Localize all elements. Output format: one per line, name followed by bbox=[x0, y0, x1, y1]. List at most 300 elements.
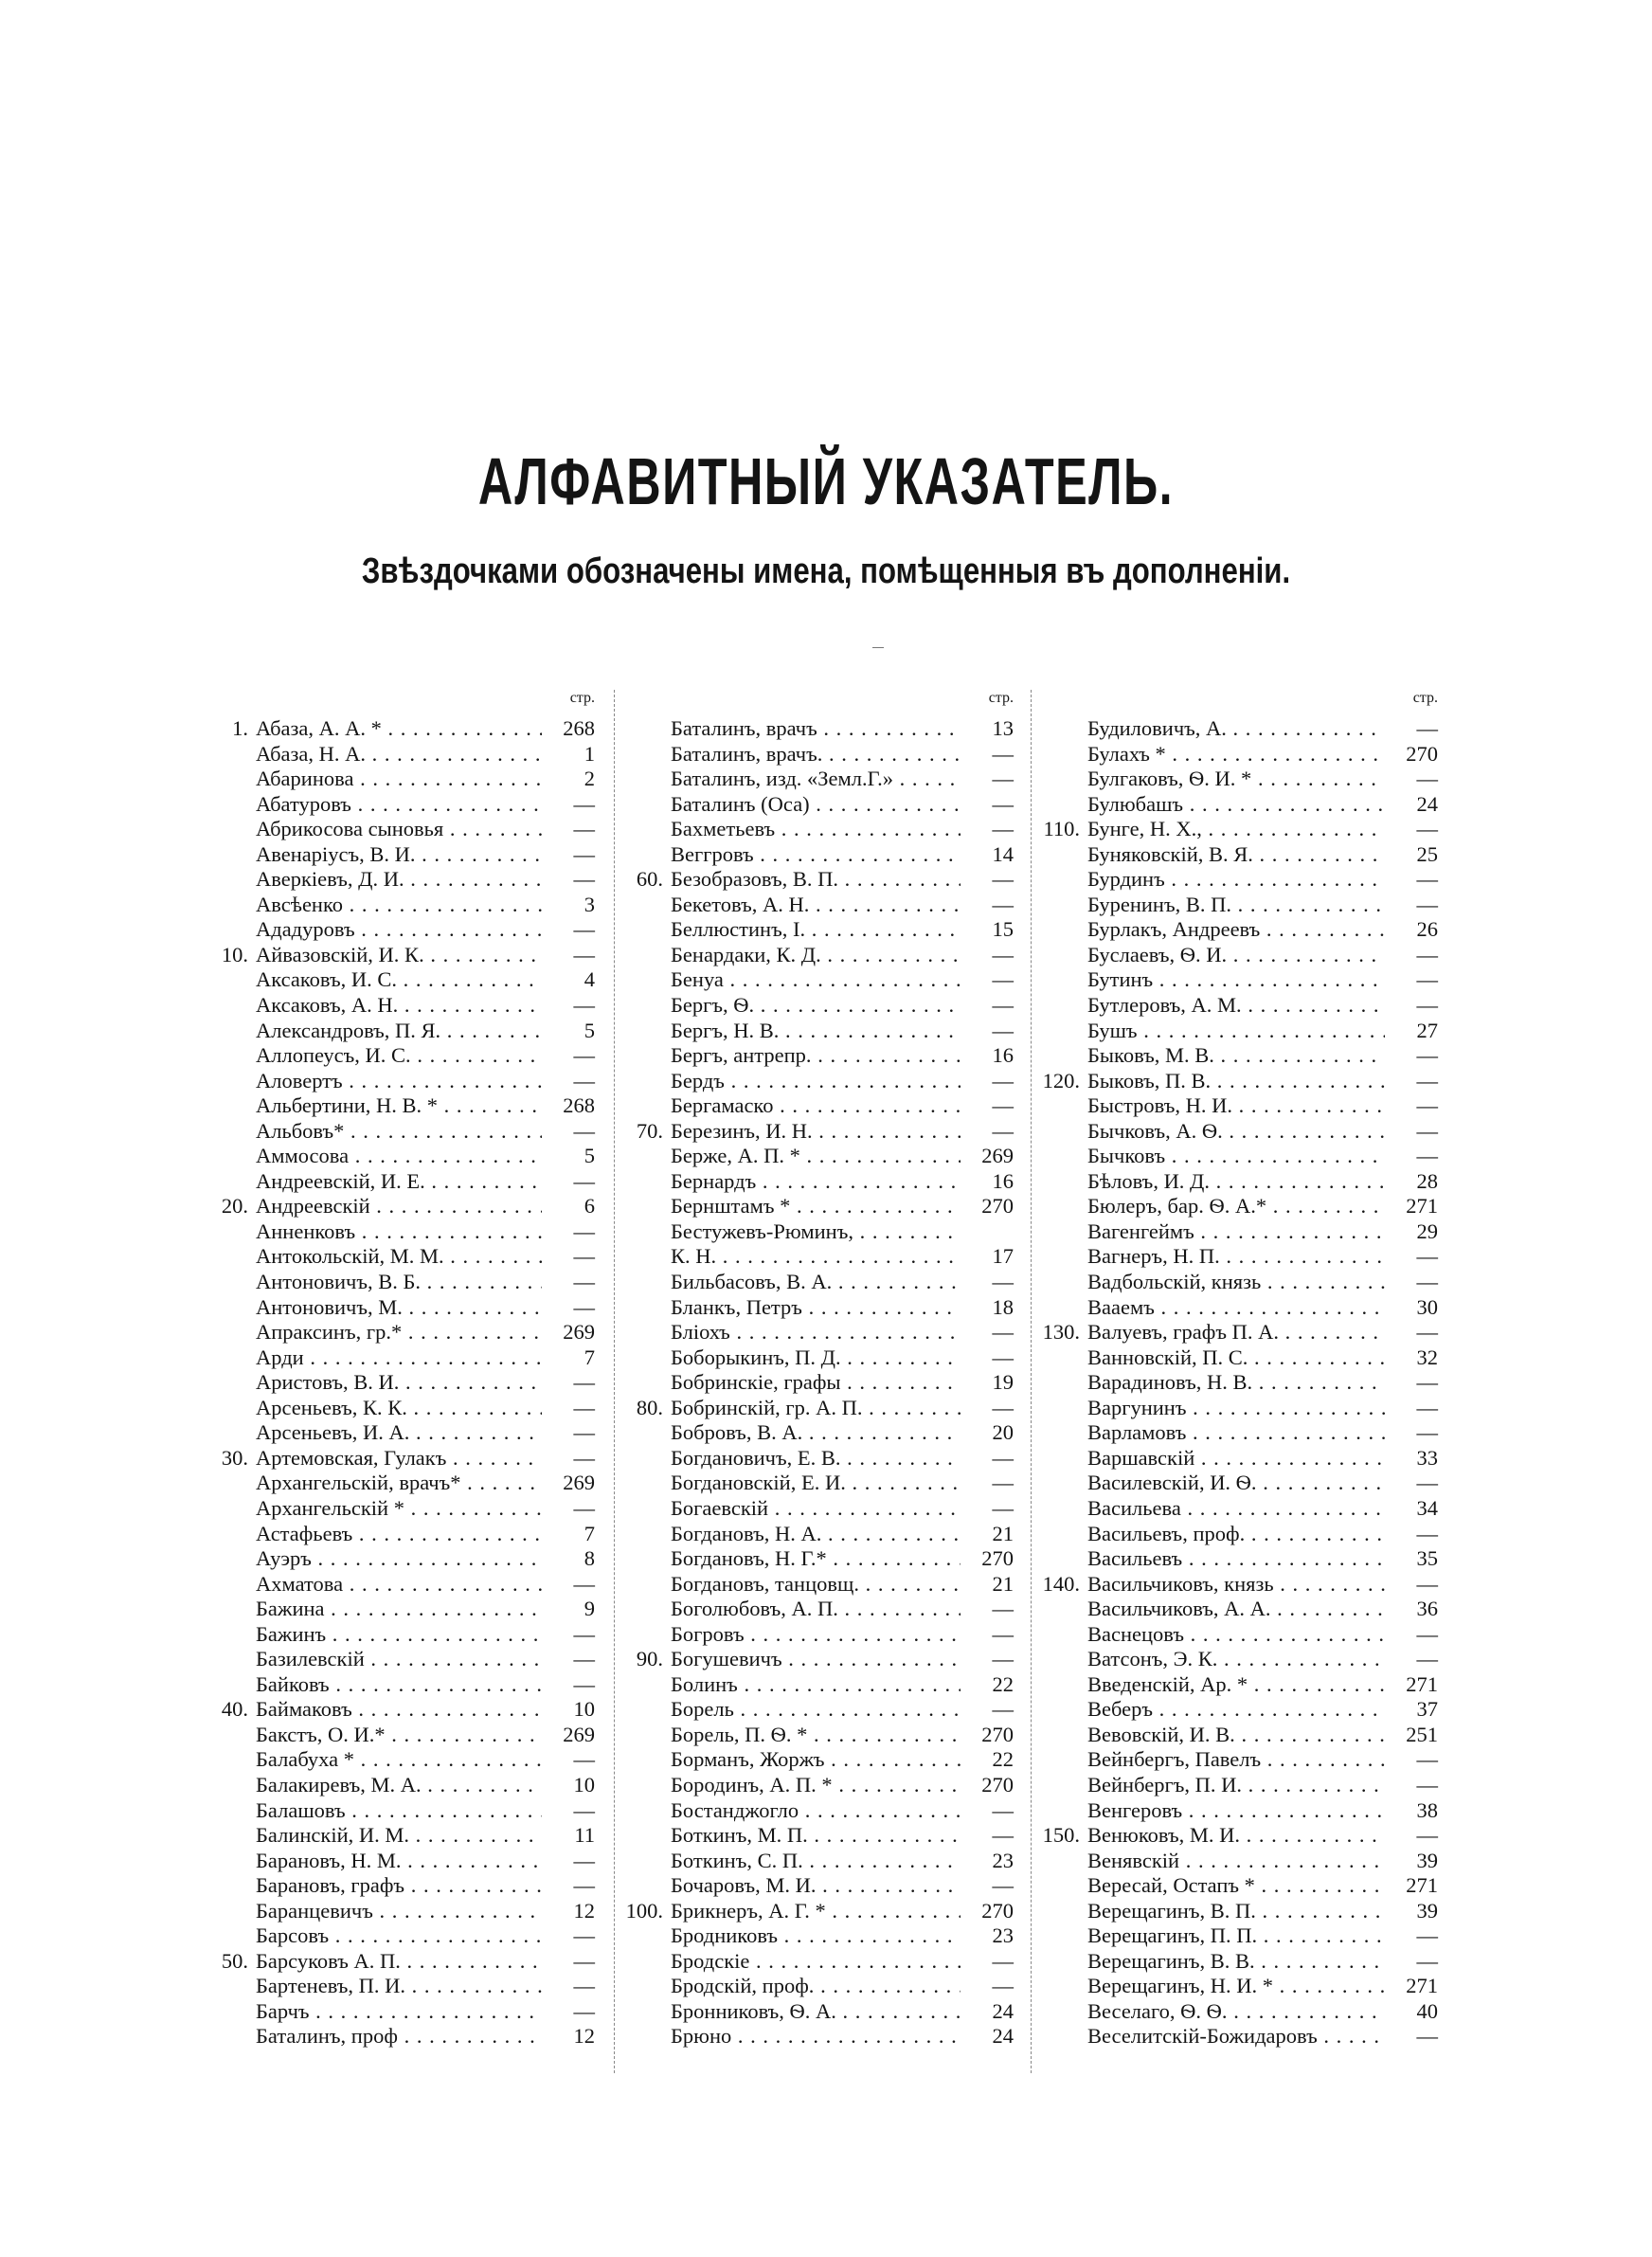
entry-name: Бартеневъ, П. И. . . . bbox=[256, 1974, 542, 1999]
entry-page: — bbox=[961, 767, 1014, 792]
entry-name: Апраксинъ, гр.* . . . bbox=[256, 1320, 542, 1345]
entry-name: Быковъ, М. В. . . . bbox=[1087, 1043, 1385, 1069]
entry-name: Бородинъ, А. П. * . . . bbox=[671, 1773, 961, 1798]
entry-page: — bbox=[542, 1370, 595, 1396]
entry-page: — bbox=[1385, 1622, 1438, 1648]
entry-name: Буслаевъ, Ѳ. И. . . . bbox=[1087, 943, 1385, 968]
index-entry bbox=[1042, 716, 1440, 742]
index-entry bbox=[210, 1295, 597, 1321]
entry-page: 8 bbox=[542, 1546, 595, 1572]
entry-name: Бурдинъ . . . bbox=[1087, 867, 1385, 893]
entry-page: 5 bbox=[542, 1019, 595, 1044]
index-entry bbox=[1042, 1019, 1440, 1044]
entry-page: — bbox=[1385, 1093, 1438, 1119]
index-entry bbox=[625, 1370, 1015, 1396]
index-entry bbox=[625, 1798, 1015, 1824]
entry-page: — bbox=[542, 1496, 595, 1522]
index-entry bbox=[210, 1923, 597, 1949]
entry-name: Быковъ, П. В. . . . bbox=[1087, 1069, 1385, 1094]
index-entry bbox=[625, 1873, 1015, 1899]
index-entry bbox=[1042, 1949, 1440, 1975]
index-entry bbox=[1042, 943, 1440, 968]
entry-page: 22 bbox=[961, 1747, 1014, 1773]
index-entry bbox=[625, 967, 1015, 993]
index-entry bbox=[625, 1320, 1015, 1345]
index-entry bbox=[625, 1244, 1015, 1270]
entry-name: Веселаго, Ѳ. Ѳ. . . . bbox=[1087, 1999, 1385, 2025]
entry-page: 21 bbox=[961, 1572, 1014, 1598]
entry-page: — bbox=[1385, 893, 1438, 918]
index-entry bbox=[625, 2024, 1015, 2049]
entry-page: — bbox=[961, 1823, 1014, 1849]
index-entry bbox=[625, 1194, 1015, 1219]
entry-page: 270 bbox=[961, 1194, 1014, 1219]
entry-name: Бильбасовъ, В. А. . . . bbox=[671, 1270, 961, 1295]
entry-page: 16 bbox=[961, 1043, 1014, 1069]
entry-name: Введенскій, Ар. * . . . bbox=[1087, 1672, 1385, 1698]
entry-page: — bbox=[961, 1471, 1014, 1496]
entry-page: — bbox=[961, 1396, 1014, 1421]
entry-name: Вааемъ . . . bbox=[1087, 1295, 1385, 1321]
entry-page: 269 bbox=[542, 1471, 595, 1496]
entry-name: Барсуковъ А. П. . . . bbox=[256, 1949, 542, 1975]
entry-page: 270 bbox=[961, 1773, 1014, 1798]
entry-page: — bbox=[961, 742, 1014, 767]
entry-name: Богушевичъ . . . bbox=[671, 1647, 961, 1672]
index-column-3 bbox=[1042, 690, 1440, 2049]
entry-name: Балинскій, И. М. . . . bbox=[256, 1823, 542, 1849]
entry-name: Бергамаско . . . bbox=[671, 1093, 961, 1119]
entry-name: Веберъ . . . bbox=[1087, 1697, 1385, 1723]
entry-number: 70. bbox=[636, 1118, 663, 1143]
entry-name: Абатуровъ . . . bbox=[256, 792, 542, 818]
entry-name: Аксаковъ, А. Н. . . . bbox=[256, 993, 542, 1019]
entry-page: 35 bbox=[1385, 1546, 1438, 1572]
entry-name: Болинъ . . . bbox=[671, 1672, 961, 1698]
index-entry bbox=[1042, 967, 1440, 993]
index-entry bbox=[210, 867, 597, 893]
entry-name: Бутлеровъ, А. М. . . . bbox=[1087, 993, 1385, 1019]
entry-name: Абаза, А. А. * . . . bbox=[256, 716, 542, 742]
entry-name: Антоновичъ, В. Б. . . . bbox=[256, 1270, 542, 1295]
entry-page: — bbox=[961, 1320, 1014, 1345]
entry-name: Вагнеръ, Н. П. . . . bbox=[1087, 1244, 1385, 1270]
entry-page: 28 bbox=[1385, 1169, 1438, 1195]
entry-name: Арсеньевъ, К. К. . . . bbox=[256, 1396, 542, 1421]
entry-page: 271 bbox=[1385, 1194, 1438, 1219]
entry-page: — bbox=[961, 792, 1014, 818]
entry-page: 269 bbox=[542, 1320, 595, 1345]
entry-name: Арди . . . bbox=[256, 1345, 542, 1371]
entry-page: 271 bbox=[1385, 1974, 1438, 1999]
entry-page: — bbox=[1385, 967, 1438, 993]
entry-page: — bbox=[961, 967, 1014, 993]
entry-name: Бердъ . . . bbox=[671, 1069, 961, 1094]
entry-page: — bbox=[961, 1974, 1014, 1999]
entry-page: — bbox=[1385, 716, 1438, 742]
index-entry bbox=[210, 1144, 597, 1169]
index-entry bbox=[210, 1697, 597, 1723]
index-entry bbox=[210, 1471, 597, 1496]
entry-name: Бернардъ . . . bbox=[671, 1169, 961, 1195]
entry-page: — bbox=[542, 1270, 595, 1295]
index-entry bbox=[1042, 1370, 1440, 1396]
index-entry bbox=[1042, 1345, 1440, 1371]
entry-name: Архангельскій, врачъ* . . . bbox=[256, 1471, 542, 1496]
entry-page: — bbox=[542, 1949, 595, 1975]
index-entry bbox=[625, 1849, 1015, 1874]
entry-page: — bbox=[542, 1974, 595, 1999]
entry-name: Базилевскій . . . bbox=[256, 1647, 542, 1672]
index-entry bbox=[625, 742, 1015, 767]
entry-page: 12 bbox=[542, 1899, 595, 1924]
entry-name: Бекетовъ, А. Н. . . . bbox=[671, 893, 961, 918]
index-entry bbox=[1042, 1773, 1440, 1798]
entry-name: Булахъ * . . . bbox=[1087, 742, 1385, 767]
entry-name: Абрикосова сыновья . . . bbox=[256, 817, 542, 842]
index-entry bbox=[210, 1647, 597, 1672]
entry-name: Вевовскій, И. В. . . . bbox=[1087, 1723, 1385, 1748]
entry-name: Бюлеръ, бар. Ѳ. А.* . . . bbox=[1087, 1194, 1385, 1219]
index-entry bbox=[210, 1069, 597, 1094]
entry-name: Альбертини, Н. В. * . . . bbox=[256, 1093, 542, 1119]
entry-page: — bbox=[961, 1270, 1014, 1295]
entry-page: — bbox=[1385, 817, 1438, 842]
entry-page: — bbox=[1385, 1949, 1438, 1975]
entry-page: — bbox=[961, 1496, 1014, 1522]
entry-number: 40. bbox=[221, 1697, 248, 1722]
index-entry bbox=[625, 817, 1015, 842]
index-entry bbox=[1042, 1169, 1440, 1195]
entry-page: 6 bbox=[542, 1194, 595, 1219]
index-entry bbox=[1042, 1144, 1440, 1169]
entry-name: Богдановъ, Н. Г.* . . . bbox=[671, 1546, 961, 1572]
entry-name: Богдановскій, Е. И. . . . bbox=[671, 1471, 961, 1496]
index-column-2 bbox=[625, 690, 1015, 2049]
entry-name: Богдановъ, Н. А. . . . bbox=[671, 1522, 961, 1547]
entry-name: Бахметьевъ . . . bbox=[671, 817, 961, 842]
entry-page: — bbox=[1385, 1522, 1438, 1547]
entry-name: Аристовъ, В. И. . . . bbox=[256, 1370, 542, 1396]
index-entry bbox=[625, 1420, 1015, 1446]
index-entry bbox=[1042, 1923, 1440, 1949]
entry-name: Булгаковъ, Ѳ. И. * . . . bbox=[1087, 767, 1385, 792]
entry-page: 251 bbox=[1385, 1723, 1438, 1748]
index-entry bbox=[210, 1093, 597, 1119]
index-entry bbox=[625, 1471, 1015, 1496]
index-entry bbox=[1042, 1295, 1440, 1321]
entry-page: 5 bbox=[542, 1144, 595, 1169]
entry-page: 11 bbox=[542, 1823, 595, 1849]
entry-name: Барсовъ . . . bbox=[256, 1923, 542, 1949]
entry-name: Верещагинъ, Н. И. * . . . bbox=[1087, 1974, 1385, 1999]
entry-page: — bbox=[542, 1244, 595, 1270]
entry-page: 25 bbox=[1385, 842, 1438, 868]
entry-page: 39 bbox=[1385, 1899, 1438, 1924]
entry-page: 19 bbox=[961, 1370, 1014, 1396]
index-entry bbox=[625, 1043, 1015, 1069]
entry-name: Бродниковъ . . . bbox=[671, 1923, 961, 1949]
index-entry bbox=[625, 1546, 1015, 1572]
entry-name: Бунге, Н. Х., . . . bbox=[1087, 817, 1385, 842]
entry-page: — bbox=[1385, 1144, 1438, 1169]
entry-page: 271 bbox=[1385, 1873, 1438, 1899]
entry-number: 150. bbox=[1042, 1823, 1080, 1848]
entry-page: 12 bbox=[542, 2024, 595, 2049]
index-entry bbox=[210, 1572, 597, 1598]
entry-page: 33 bbox=[1385, 1446, 1438, 1472]
index-entry bbox=[1042, 1496, 1440, 1522]
entry-name: Верещагинъ, В. В. . . . bbox=[1087, 1949, 1385, 1975]
entry-name: Андреевскій, И. Е. . . . bbox=[256, 1169, 542, 1195]
entry-name: Астафьевъ . . . bbox=[256, 1522, 542, 1547]
index-entry bbox=[1042, 893, 1440, 918]
entry-name: Бергъ, антрепр. . . . bbox=[671, 1043, 961, 1069]
entry-name: Варгунинъ . . . bbox=[1087, 1396, 1385, 1421]
index-entry bbox=[1042, 1647, 1440, 1672]
entry-page: 270 bbox=[1385, 742, 1438, 767]
entry-page: 14 bbox=[961, 842, 1014, 868]
entry-page: — bbox=[542, 1069, 595, 1094]
entry-name: Барановъ, Н. М. . . . bbox=[256, 1849, 542, 1874]
entry-page: — bbox=[1385, 767, 1438, 792]
index-entry bbox=[210, 1370, 597, 1396]
entry-page: — bbox=[542, 917, 595, 943]
index-entry bbox=[625, 1723, 1015, 1748]
entry-page: 20 bbox=[961, 1420, 1014, 1446]
entry-name: Бліохъ . . . bbox=[671, 1320, 961, 1345]
entry-page: — bbox=[1385, 1647, 1438, 1672]
entry-name: Аловертъ . . . bbox=[256, 1069, 542, 1094]
entry-name: Балашовъ . . . bbox=[256, 1798, 542, 1824]
entry-page: — bbox=[542, 1923, 595, 1949]
entry-name: Баталинъ (Оса) . . . bbox=[671, 792, 961, 818]
index-entry bbox=[1042, 1798, 1440, 1824]
entry-page: 13 bbox=[961, 716, 1014, 742]
entry-name: Айвазовскій, И. К. . . . bbox=[256, 943, 542, 968]
entry-name: Васильчиковъ, А. А. . . . bbox=[1087, 1597, 1385, 1622]
entry-page: — bbox=[542, 1169, 595, 1195]
index-entry bbox=[210, 1345, 597, 1371]
entry-name: Аверкіевъ, Д. И. . . . bbox=[256, 867, 542, 893]
entry-name: Антоновичъ, М. . . . bbox=[256, 1295, 542, 1321]
entry-page: 15 bbox=[961, 917, 1014, 943]
entry-name: Бажина . . . bbox=[256, 1597, 542, 1622]
entry-name: Васильевъ . . . bbox=[1087, 1546, 1385, 1572]
entry-name: Ватсонъ, Э. К. . . . bbox=[1087, 1647, 1385, 1672]
entry-number: 110. bbox=[1043, 817, 1080, 841]
entry-name: Абаринова . . . bbox=[256, 767, 542, 792]
index-entry bbox=[1042, 767, 1440, 792]
entry-page: — bbox=[1385, 1572, 1438, 1598]
entry-page: — bbox=[542, 1849, 595, 1874]
entry-number: 50. bbox=[221, 1948, 248, 1973]
index-entry bbox=[210, 716, 597, 742]
index-column-1 bbox=[210, 690, 597, 2049]
entry-page: 38 bbox=[1385, 1798, 1438, 1824]
entry-name: Бобровъ, В. А. . . . bbox=[671, 1420, 961, 1446]
entry-page: 7 bbox=[542, 1345, 595, 1371]
entry-page: 4 bbox=[542, 967, 595, 993]
index-entry bbox=[625, 1923, 1015, 1949]
entry-number: 10. bbox=[221, 942, 248, 966]
index-entry bbox=[625, 1622, 1015, 1648]
index-entry bbox=[625, 1522, 1015, 1547]
index-entry bbox=[210, 1999, 597, 2025]
entry-page: — bbox=[542, 993, 595, 1019]
entry-page: 36 bbox=[1385, 1597, 1438, 1622]
index-entry bbox=[210, 1522, 597, 1547]
index-entry bbox=[210, 1446, 597, 1472]
entry-name: Варшавскій . . . bbox=[1087, 1446, 1385, 1472]
entry-page: 270 bbox=[961, 1723, 1014, 1748]
entry-name: Верещагинъ, В. П. . . . bbox=[1087, 1899, 1385, 1924]
entry-page: — bbox=[961, 1873, 1014, 1899]
entry-page: — bbox=[961, 867, 1014, 893]
entry-name: Аммосова . . . bbox=[256, 1144, 542, 1169]
entry-name: Ахматова . . . bbox=[256, 1572, 542, 1598]
entry-page: 22 bbox=[961, 1672, 1014, 1698]
entry-name: К. Н. . . . bbox=[671, 1244, 961, 1270]
entry-page: — bbox=[1385, 1069, 1438, 1094]
index-entry bbox=[625, 1446, 1015, 1472]
entry-page: 29 bbox=[1385, 1219, 1438, 1245]
entry-name: Вейнбергъ, П. И. . . . bbox=[1087, 1773, 1385, 1798]
index-entry bbox=[210, 1723, 597, 1748]
entry-page: — bbox=[1385, 1420, 1438, 1446]
entry-page: — bbox=[1385, 1270, 1438, 1295]
entry-page: 24 bbox=[1385, 792, 1438, 818]
entry-page: 39 bbox=[1385, 1849, 1438, 1874]
entry-page: — bbox=[961, 1345, 1014, 1371]
entry-page: — bbox=[961, 1119, 1014, 1145]
entry-name: Брюно . . . bbox=[671, 2024, 961, 2049]
entry-page: 10 bbox=[542, 1697, 595, 1723]
index-entry bbox=[1042, 1974, 1440, 1999]
entry-name: Быстровъ, Н. И. . . . bbox=[1087, 1093, 1385, 1119]
index-entry bbox=[625, 1647, 1015, 1672]
entry-page: 23 bbox=[961, 1923, 1014, 1949]
index-entry bbox=[210, 1119, 597, 1145]
index-entry bbox=[1042, 1849, 1440, 1874]
entry-name: Бобринскій, гр. А. П. . . . bbox=[671, 1396, 961, 1421]
entry-page: — bbox=[961, 993, 1014, 1019]
page-title: АЛФАВИТНЫЙ УКАЗАТЕЛЬ. bbox=[477, 444, 1175, 518]
entry-name: Абаза, Н. А. . . . bbox=[256, 742, 542, 767]
entry-name: Бушъ . . . bbox=[1087, 1019, 1385, 1044]
entry-name: Бродскіе . . . bbox=[671, 1949, 961, 1975]
entry-page: — bbox=[542, 943, 595, 968]
index-entry bbox=[1042, 1069, 1440, 1094]
entry-page: 32 bbox=[1385, 1345, 1438, 1371]
page-column-header: стр. bbox=[569, 690, 595, 706]
entry-page: — bbox=[542, 1647, 595, 1672]
index-entry bbox=[210, 1420, 597, 1446]
entry-name: Булюбашъ . . . bbox=[1087, 792, 1385, 818]
entry-name: Барчъ . . . bbox=[256, 1999, 542, 2025]
entry-number: 130. bbox=[1042, 1320, 1080, 1345]
entry-name: Вадбольскій, князь . . . bbox=[1087, 1270, 1385, 1295]
index-entry bbox=[210, 1396, 597, 1421]
entry-name: Бобринскіе, графы . . . bbox=[671, 1370, 961, 1396]
index-entry bbox=[625, 867, 1015, 893]
entry-name: Березинъ, И. Н. . . . bbox=[671, 1119, 961, 1145]
entry-name: Боголюбовъ, А. П. . . . bbox=[671, 1597, 961, 1622]
entry-page: — bbox=[1385, 1773, 1438, 1798]
index-entry bbox=[625, 1496, 1015, 1522]
index-entry bbox=[625, 1069, 1015, 1094]
entry-name: Бергъ, Ѳ. . . . bbox=[671, 993, 961, 1019]
entry-name: Ванновскій, П. С. . . . bbox=[1087, 1345, 1385, 1371]
entry-page: 26 bbox=[1385, 917, 1438, 943]
entry-name: Авсѣенко . . . bbox=[256, 893, 542, 918]
entry-page: — bbox=[542, 1420, 595, 1446]
index-entry bbox=[625, 1949, 1015, 1975]
index-entry bbox=[210, 1270, 597, 1295]
entry-name: Бродскій, проф. . . . bbox=[671, 1974, 961, 1999]
entry-page: — bbox=[961, 893, 1014, 918]
index-entry bbox=[625, 1823, 1015, 1849]
index-entry bbox=[210, 943, 597, 968]
index-entry bbox=[1042, 1597, 1440, 1622]
entry-page: 270 bbox=[961, 1546, 1014, 1572]
entry-page: — bbox=[961, 817, 1014, 842]
entry-page: — bbox=[542, 842, 595, 868]
index-entry bbox=[1042, 1572, 1440, 1598]
entry-name: Васильчиковъ, князь . . . bbox=[1087, 1572, 1385, 1598]
index-entry bbox=[1042, 1672, 1440, 1698]
entry-name: Балабуха * . . . bbox=[256, 1747, 542, 1773]
index-entry bbox=[210, 1899, 597, 1924]
entry-page: 268 bbox=[542, 716, 595, 742]
entry-page: — bbox=[961, 1949, 1014, 1975]
entry-name: Байковъ . . . bbox=[256, 1672, 542, 1698]
entry-name: Боборыкинъ, П. Д. . . . bbox=[671, 1345, 961, 1371]
index-entry bbox=[1042, 742, 1440, 767]
entry-name: Будиловичъ, А. . . . bbox=[1087, 716, 1385, 742]
entry-name: Берже, А. П. * . . . bbox=[671, 1144, 961, 1169]
index-entry bbox=[1042, 1723, 1440, 1748]
index-entry bbox=[625, 1396, 1015, 1421]
entry-name: Аллопеусъ, И. С. . . . bbox=[256, 1043, 542, 1069]
entry-name: Богдановъ, танцовщ. . . . bbox=[671, 1572, 961, 1598]
entry-page: — bbox=[961, 1798, 1014, 1824]
entry-page: 269 bbox=[542, 1723, 595, 1748]
entry-page: — bbox=[542, 1119, 595, 1145]
index-entry bbox=[210, 1849, 597, 1874]
page-column-header: стр. bbox=[1412, 690, 1438, 706]
entry-page: 1 bbox=[542, 742, 595, 767]
index-entry bbox=[210, 842, 597, 868]
entry-page: 40 bbox=[1385, 1999, 1438, 2025]
entry-name: Анненковъ . . . bbox=[256, 1219, 542, 1245]
index-entry bbox=[1042, 1747, 1440, 1773]
entry-page: — bbox=[542, 1446, 595, 1472]
entry-name: Боткинъ, М. П. . . . bbox=[671, 1823, 961, 1849]
entry-name: Аксаковъ, И. С. . . . bbox=[256, 967, 542, 993]
index-entry bbox=[1042, 1471, 1440, 1496]
index-entry bbox=[625, 1270, 1015, 1295]
entry-page: — bbox=[961, 1622, 1014, 1648]
index-entry bbox=[625, 1144, 1015, 1169]
column-divider bbox=[614, 690, 615, 2073]
entry-name: Бергъ, Н. В. . . . bbox=[671, 1019, 961, 1044]
entry-page: — bbox=[1385, 1923, 1438, 1949]
entry-page: 17 bbox=[961, 1244, 1014, 1270]
entry-page: 268 bbox=[542, 1093, 595, 1119]
index-entry bbox=[1042, 1194, 1440, 1219]
index-entry bbox=[625, 1345, 1015, 1371]
